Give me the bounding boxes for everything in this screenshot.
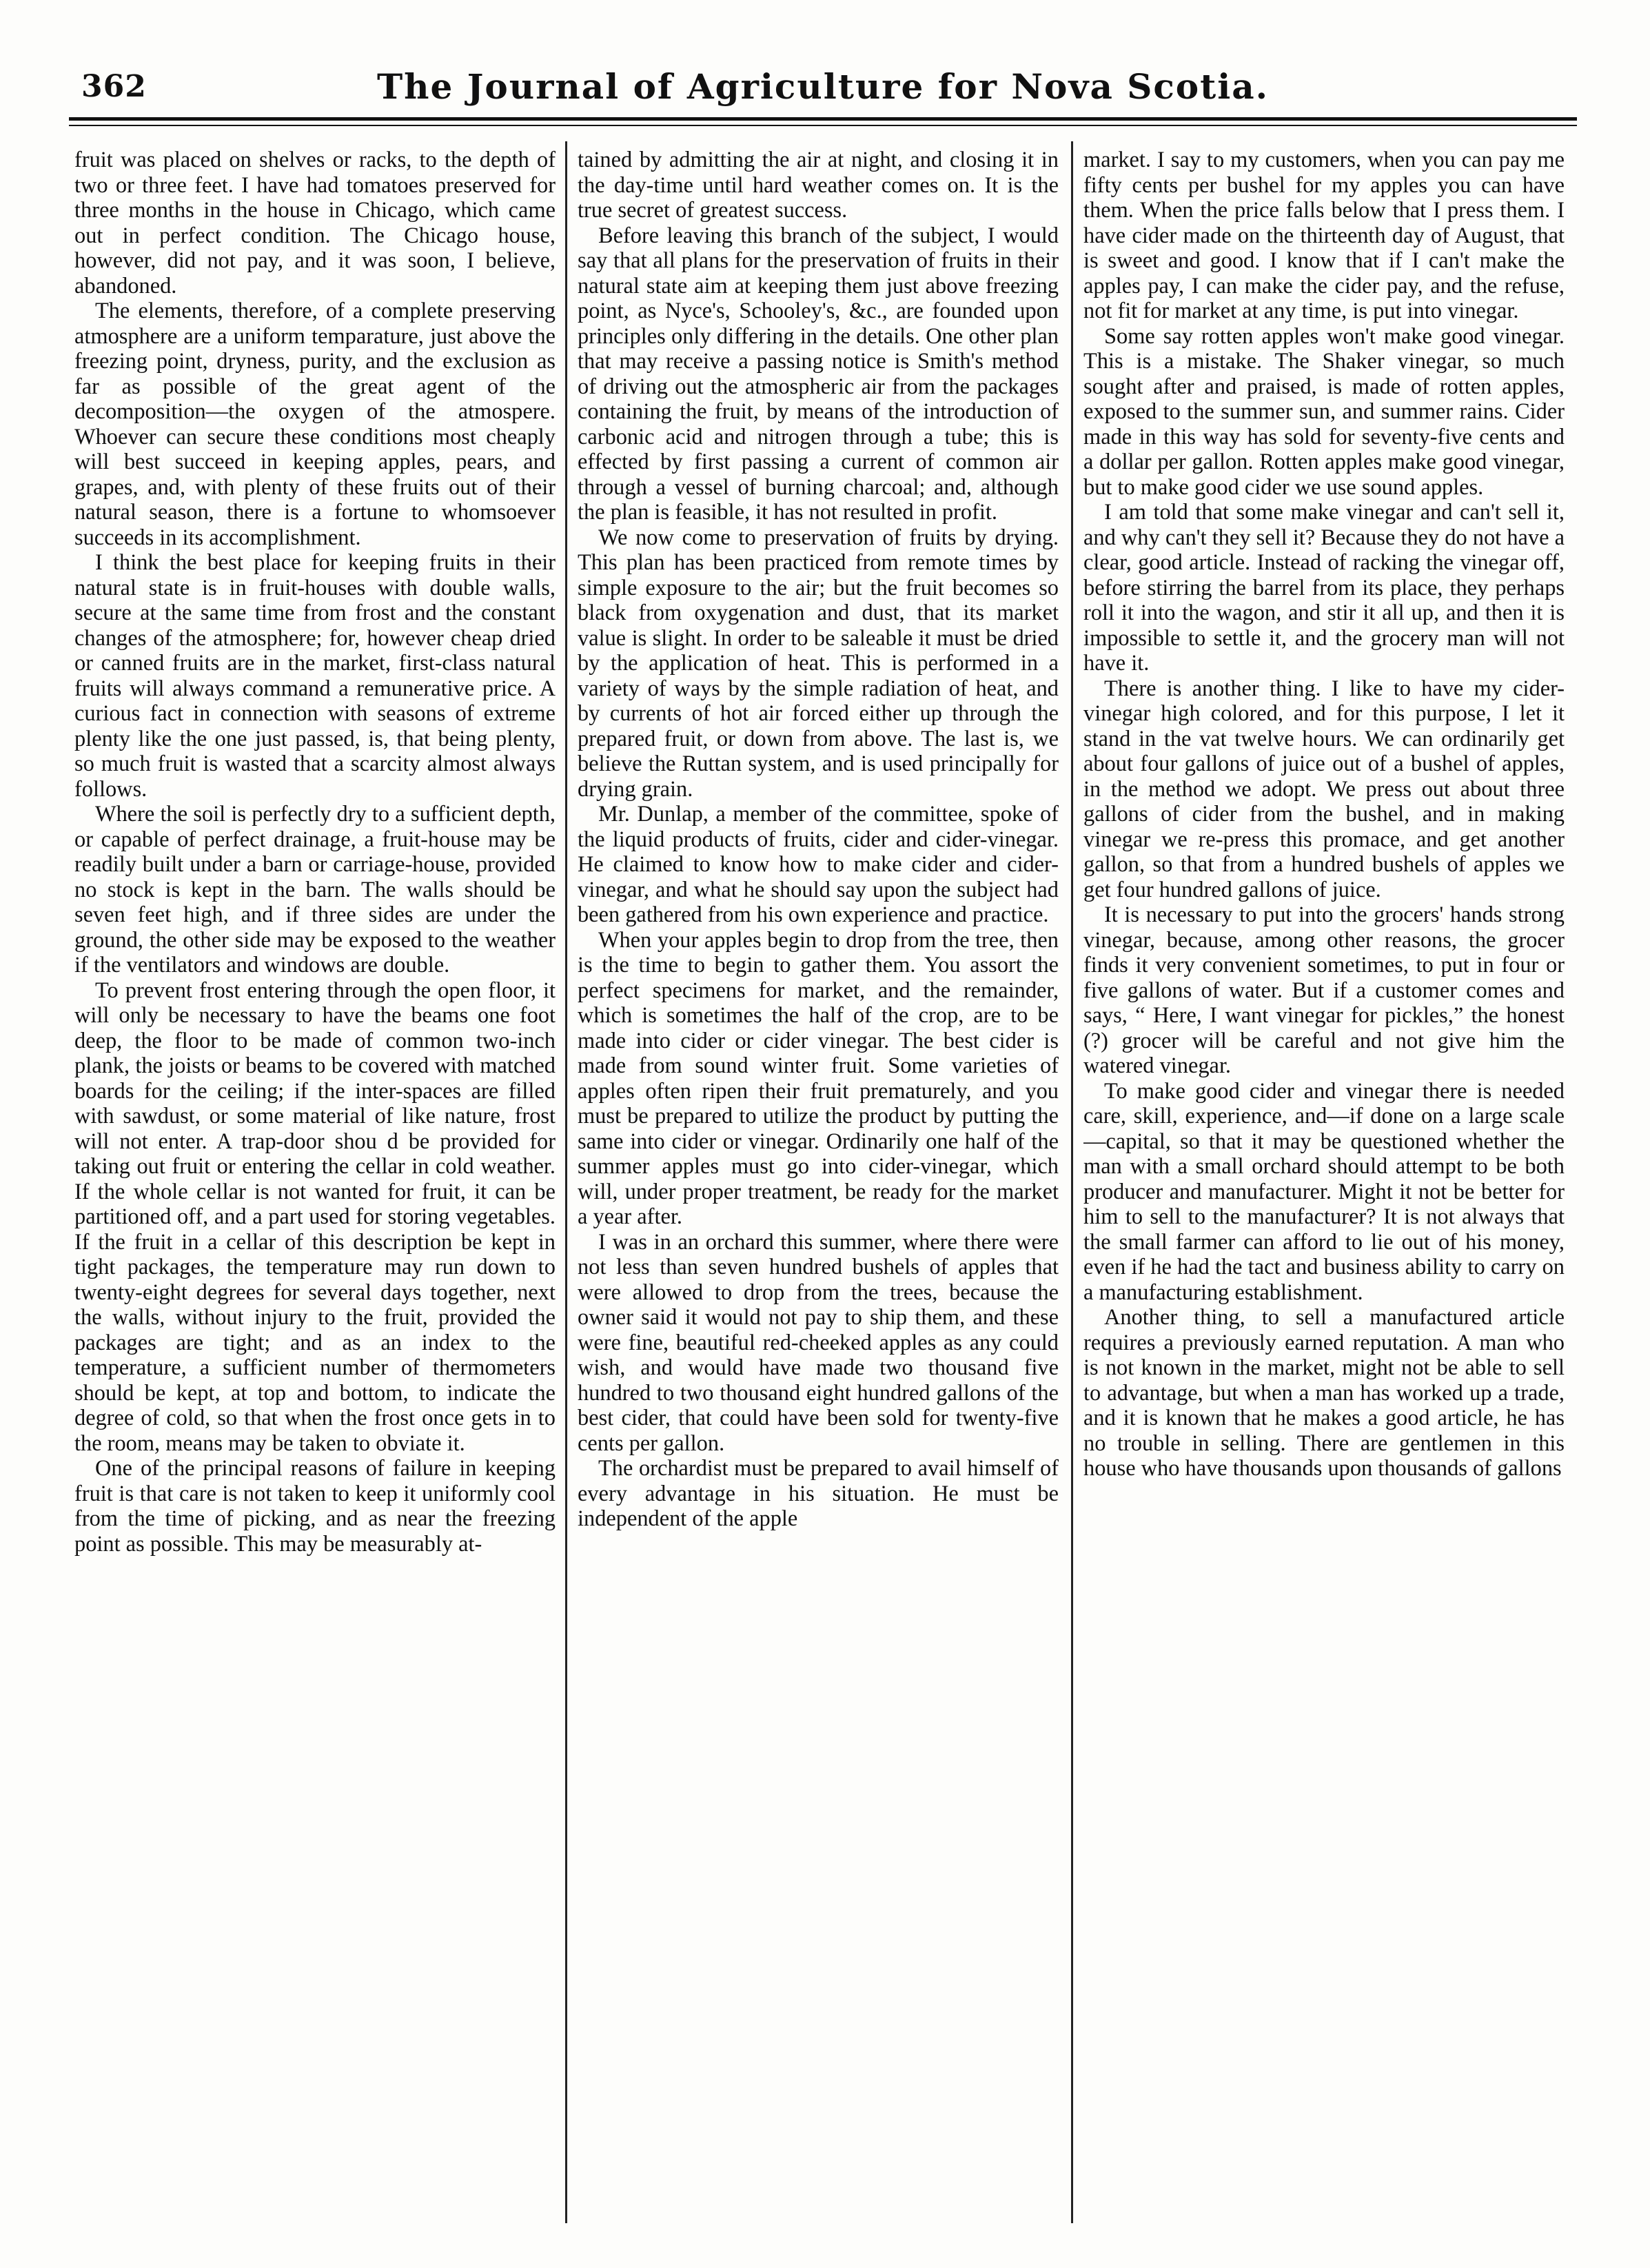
page-number: 362 — [81, 69, 147, 104]
paragraph: Before leaving this branch of the subject, I would say that all plans for the preservation of fruits in their natural state aim at keeping them just above freezing point, as Nyce's, Schooley's, &c., are founded upon principles only differing in the details. One other plan that may receive a passing notice is Smith's method of driving out the atmospheric air from the packages containing the fruit, by means of the introduction of carbonic acid and nitrogen through a tube; this is effected by first passing a current of common air through a vessel of burning charcoal; and, although the plan is feasible, it has not resulted in profit. — [578, 223, 1059, 525]
paragraph: I was in an orchard this summer, where there were not less than seven hundred bushels of apples that were allowed to drop from the trees, because the owner said it would not pay to ship them, and these were fine, beautiful red-cheeked apples as any could wish, and would have made two thousand five hundred to two thousand eight hundred gallons of the best cider, that could have been sold for twenty-five cents per gallon. — [578, 1229, 1059, 1456]
header-rule-thin — [69, 125, 1577, 126]
paragraph: market. I say to my customers, when you can pay me fifty cents per bushel for my apples you can have them. When the price falls below that I press them. I have cider made on the thirteenth day of August, that is sweet and good. I know that if I can't make the apples pay, I can make the cider pay, and the refuse, not fit for market at any time, is put into vinegar. — [1083, 148, 1565, 323]
paragraph: It is necessary to put into the grocers' hands strong vinegar, because, among other reasons, the grocer finds it very convenient sometimes, to put in four or five gallons of water. But if a customer comes and says, “ Here, I want vinegar for pickles,” the honest (?) grocer will be careful and not give him the watered vinegar. — [1083, 902, 1565, 1078]
column-divider — [565, 141, 567, 2223]
text-column-1 — [74, 148, 556, 2216]
paragraph: One of the principal reasons of failure in keeping fruit is that care is not taken to keep it uniformly cool from the time of picking, and as near the freezing point as possible. This may be measurably at- — [74, 1456, 556, 1557]
paragraph: I think the best place for keeping fruits in their natural state is in fruit-houses with double walls, secure at the same time from frost and the constant changes of the atmosphere; for, however cheap dried or canned fruits are in the market, first-class natural fruits will always command a remunerative price. A curious fact in connection with seasons of extreme plenty like the one just passed, is, that being plenty, so much fruit is wasted that a scarcity almost always follows. — [74, 550, 556, 802]
paragraph: Some say rotten apples won't make good vinegar. This is a mistake. The Shaker vinegar, so much sought after and praised, is made of rotten apples, exposed to the summer sun, and summer rains. Cider made in this way has sold for seventy-five cents and a dollar per gallon. Rotten apples make good vinegar, but to make good cider we use sound apples. — [1083, 323, 1565, 500]
journal-title: The Journal of Agriculture for Nova Scotia. — [376, 66, 1270, 107]
column-divider — [1071, 141, 1073, 2223]
paragraph: Where the soil is perfectly dry to a sufficient depth, or capable of perfect drainage, a fruit-house may be readily built under a barn or carriage-house, provided no stock is kept in the barn. The walls should be seven feet high, and if three sides are under the ground, the other side may be exposed to the weather if the ventilators and windows are double. — [74, 802, 556, 978]
paragraph: To prevent frost entering through the open floor, it will only be necessary to have the beams one foot deep, the floor to be made of common two-inch plank, the joists or beams to be covered with matched boards for the ceiling; if the inter-spaces are filled with sawdust, or some material of like nature, frost will not enter. A trap-door shou d be provided for taking out fruit or entering the cellar in cold weather. If the whole cellar is not wanted for fruit, it can be partitioned off, and a part used for storing vegetables. If the fruit in a cellar of this description be kept in tight packages, the temperature may run down to twenty-eight degrees for several days together, next the walls, without injury to the fruit, provided the packages are tight; and as an index to the temperature, a sufficient number of thermometers should be kept, at top and bottom, to indicate the degree of cold, so that when the frost once gets in to the room, means may be taken to obviate it. — [74, 978, 556, 1456]
paragraph: We now come to preservation of fruits by drying. This plan has been practiced from remote times by simple exposure to the air; but the fruit becomes so black from oxygenation and dust, that its market value is slight. In order to be saleable it must be dried by the application of heat. This is performed in a variety of ways by the simple radiation of heat, and by currents of hot air forced either up through the prepared fruit, or down from above. The last is, we believe the Ruttan system, and is used principally for drying grain. — [578, 525, 1059, 802]
text-column-3 — [1083, 148, 1565, 2216]
paragraph: To make good cider and vinegar there is needed care, skill, experience, and—if done on a large scale—capital, so that it may be questioned whether the man with a small orchard should attempt to be both producer and manufacturer. Might it not be better for him to sell to the manufacturer? It is not always that the small farmer can afford to lie out of his money, even if he had the tact and business ability to carry on a manufacturing establishment. — [1083, 1078, 1565, 1305]
paragraph: When your apples begin to drop from the tree, then is the time to begin to gather them. You assort the perfect specimens for market, and the remainder, which is sometimes the half of the crop, are to be made into cider or cider vinegar. The best cider is made from sound winter fruit. Some varieties of apples often ripen their fruit prematurely, and you must be prepared to utilize the product by putting the same into cider or vinegar. Ordinarily one half of the summer apples must go into cider-vinegar, which will, under proper treatment, be ready for the market a year after. — [578, 927, 1059, 1229]
paragraph: There is another thing. I like to have my cider-vinegar high colored, and for this purpose, I let it stand in the vat twelve hours. We can ordinarily get about four gallons of juice out of a bushel of apples, in the method we adopt. We press out about three gallons of cider from the bushel, and in making vinegar we re-press this promace, and get another gallon, so that from a hundred bushels of apples we get four hundred gallons of juice. — [1083, 676, 1565, 902]
paragraph: The orchardist must be prepared to avail himself of every advantage in his situation. He must be independent of the apple — [578, 1456, 1059, 1531]
text-column-2 — [578, 148, 1059, 2216]
paragraph: Another thing, to sell a manufactured article requires a previously earned reputation. A man who is not known in the market, might not be able to sell to advantage, but when a man has worked up a trade, and it is known that he makes a good article, he has no trouble in selling. There are gentlemen in this house who have thousands upon thousands of gallons — [1083, 1305, 1565, 1481]
paragraph: Mr. Dunlap, a member of the committee, spoke of the liquid products of fruits, cider and cider-vinegar. He claimed to know how to make cider and cider-vinegar, and what he should say upon the subject had been gathered from his own experience and practice. — [578, 802, 1059, 927]
paragraph: tained by admitting the air at night, and closing it in the day-time until hard weather comes on. It is the true secret of greatest success. — [578, 148, 1059, 223]
paragraph: I am told that some make vinegar and can't sell it, and why can't they sell it? Because they do not have a clear, good article. Instead of racking the vinegar off, before stirring the barrel from its place, they perhaps roll it into the wagon, and stir it all up, and then it is impossible to settle it, and the grocery man will not have it. — [1083, 500, 1565, 676]
paragraph: fruit was placed on shelves or racks, to the depth of two or three feet. I have had tomatoes preserved for three months in the house in Chicago, which came out in perfect condition. The Chicago house, however, did not pay, and it was soon, I believe, abandoned. — [74, 148, 556, 298]
header-rule-thick — [69, 117, 1577, 121]
page-header — [69, 66, 1577, 116]
paragraph: The elements, therefore, of a complete preserving atmosphere are a uniform temparature, just above the freezing point, dryness, purity, and the exclusion as far as possible of the great agent of the decomposition—the oxygen of the atmospere. Whoever can secure these conditions most cheaply will best succeed in keeping apples, pears, and grapes, and, with plenty of these fruits out of their natural season, there is a fortune to whomsoever succeeds in its accomplishment. — [74, 298, 556, 550]
